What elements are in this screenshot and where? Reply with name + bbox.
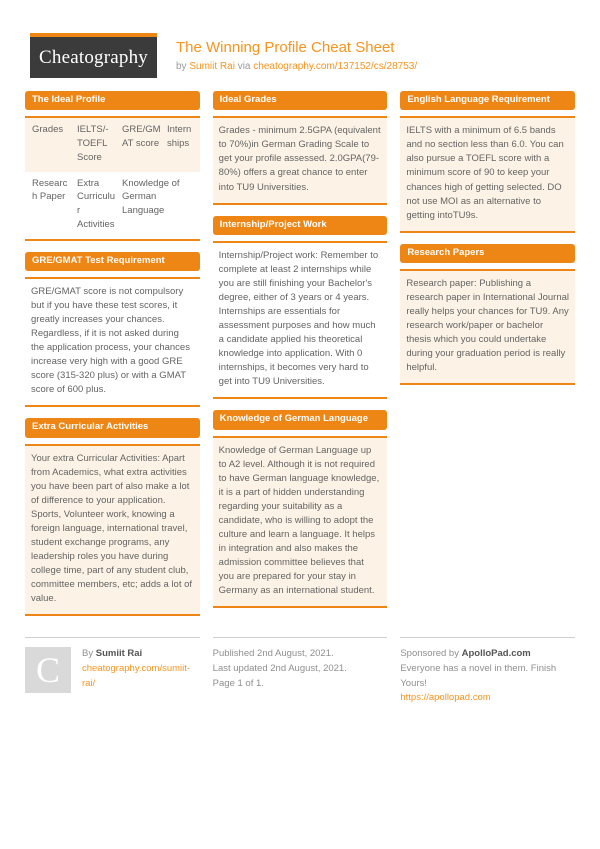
section-body <box>213 436 388 609</box>
section-body <box>400 269 575 385</box>
section-title: Research Papers <box>400 244 575 263</box>
column-3 <box>400 91 575 396</box>
table-cell: Grades <box>32 124 64 136</box>
section-title: Knowledge of German Language <box>213 410 388 429</box>
footer-author <box>25 637 200 706</box>
section-text: Your extra Curricular Activities: Apart from Academics, what extra activities you have been part of also make a lot of difference to your application. Sports, Volunteer work, knowing a foreign language, international travel, student exchange programs, any leadership roles you have during college time, part of any student club, committee members, etc; adds a lot of value. <box>25 446 200 615</box>
updated-date: Last updated 2nd August, 2021. <box>212 663 347 674</box>
block-knowledge-of-german-language <box>213 410 388 608</box>
sponsored-by-prefix: Sponsored by <box>400 648 459 660</box>
section-text: Research paper: Publishing a research paper in International Journal really helps your chances for TU9. Any research work/paper or bachelor thesis which you could undertake during your graduation period is really helpful. <box>400 271 575 383</box>
section-body <box>213 116 388 204</box>
section-body <box>25 444 200 617</box>
sheet-url-link[interactable]: cheatography.com/137152/cs/28753/ <box>253 60 418 72</box>
section-title: The Ideal Profile <box>25 91 200 110</box>
column-2 <box>213 91 388 619</box>
footer-sponsor <box>400 637 575 706</box>
page-header <box>0 0 600 78</box>
section-text: Internship/Project work: Remember to complete at least 2 internships while you are still finishing your Bachelor's degree, either of 3 years or 4 years. Internships are essentials for assessment purposes and how much a candidate applied his theoretical knowledge into application. With 0 internships, it becomes very hard to get into TU9 Universities. <box>213 243 388 397</box>
section-title: Internship/Project Work <box>213 216 388 235</box>
table-row <box>25 172 200 239</box>
block-gre-gmat-test-requirement <box>25 252 200 408</box>
block-internship-project-work <box>213 216 388 400</box>
table-cell: Internships <box>167 124 192 150</box>
cheatography-logo-text: Cheatography <box>39 46 148 68</box>
footer-profile-link[interactable]: cheatography.com/sumiit-rai/ <box>82 663 191 689</box>
page-title: The Winning Profile Cheat Sheet <box>176 39 395 56</box>
sponsor-link[interactable]: https://apollopad.com <box>400 692 491 704</box>
table-cell: Research Paper <box>32 177 68 203</box>
section-text: IELTS with a minimum of 6.5 bands and no section less than 6.0. You can also pursue a TOEFL score with a minimum score of 90 to keep your chances high of getting selected. DO not use MOI as an alternative to getting intoTU9s. <box>400 118 575 230</box>
byline-via: via <box>237 60 251 72</box>
section-title: Ideal Grades <box>213 91 388 110</box>
section-body <box>25 116 200 240</box>
c-logo-letter: C <box>35 650 60 691</box>
section-text: GRE/GMAT score is not compulsory but if you have these test scores, it greatly increases your chances. Regardless, if it is not asked during the application process, your chances increase very high with a good GRE score (315-320 plus) or with a GMAT score of 600 plus. <box>25 279 200 405</box>
block-research-papers <box>400 244 575 386</box>
cheatography-logo[interactable] <box>30 33 157 78</box>
section-title: English Language Requirement <box>400 91 575 110</box>
section-body <box>400 116 575 232</box>
footer-author-text <box>82 647 200 706</box>
section-title: Extra Curricular Activities <box>25 418 200 437</box>
section-title: GRE/GMAT Test Requirement <box>25 252 200 271</box>
table-cell: GRE/GMAT score <box>122 124 161 150</box>
byline-prefix: by <box>176 60 187 72</box>
table-cell: IELTS/-TOEFL Score <box>77 124 109 163</box>
footer-by-prefix: By <box>82 648 94 660</box>
content-area <box>0 91 600 627</box>
author-link[interactable]: Sumiit Rai <box>189 60 235 72</box>
block-english-language-requirement <box>400 91 575 233</box>
section-body <box>25 277 200 407</box>
footer-publication-info <box>213 637 388 706</box>
section-body <box>213 241 388 399</box>
table-cell: Extra Curriculur Activities <box>77 177 116 230</box>
byline <box>176 61 417 72</box>
column-1 <box>25 91 200 627</box>
footer-author-name: Sumiit Rai <box>95 648 143 660</box>
published-date: Published 2nd August, 2021. <box>212 648 334 660</box>
block-the-ideal-profile <box>25 91 200 241</box>
section-text: Grades - minimum 2.5GPA (equivalent to 70%)in German Grading Scale to get your profile assessed. 2.0GPA(79-80%) offers a great chance to enter into TU9 Universities. <box>213 118 388 202</box>
section-text: Knowledge of German Language up to A2 level. Although it is not required to have German language knowledge, it is a part of hidden understanding regarding your suitability as a candidate, who is willing to adopt the culture and learn a language. It helps in integration and also makes the admission committee believes that you are prepared for your stay in Germany as an international student. <box>213 438 388 607</box>
table-row <box>25 118 200 171</box>
block-ideal-grades <box>213 91 388 205</box>
block-extra-curricular-activities <box>25 418 200 616</box>
sponsor-tagline-line2: Yours! <box>400 677 427 689</box>
sponsor-tagline-line1: Everyone has a novel in them. Finish <box>400 663 557 674</box>
page-count: Page 1 of 1. <box>212 677 264 689</box>
page-footer <box>0 637 600 706</box>
table-cell: Knowledge of German Language <box>122 177 180 217</box>
title-block <box>176 33 417 72</box>
cheatography-c-logo[interactable] <box>25 647 71 693</box>
sponsor-name: ApolloPad.com <box>461 648 531 660</box>
